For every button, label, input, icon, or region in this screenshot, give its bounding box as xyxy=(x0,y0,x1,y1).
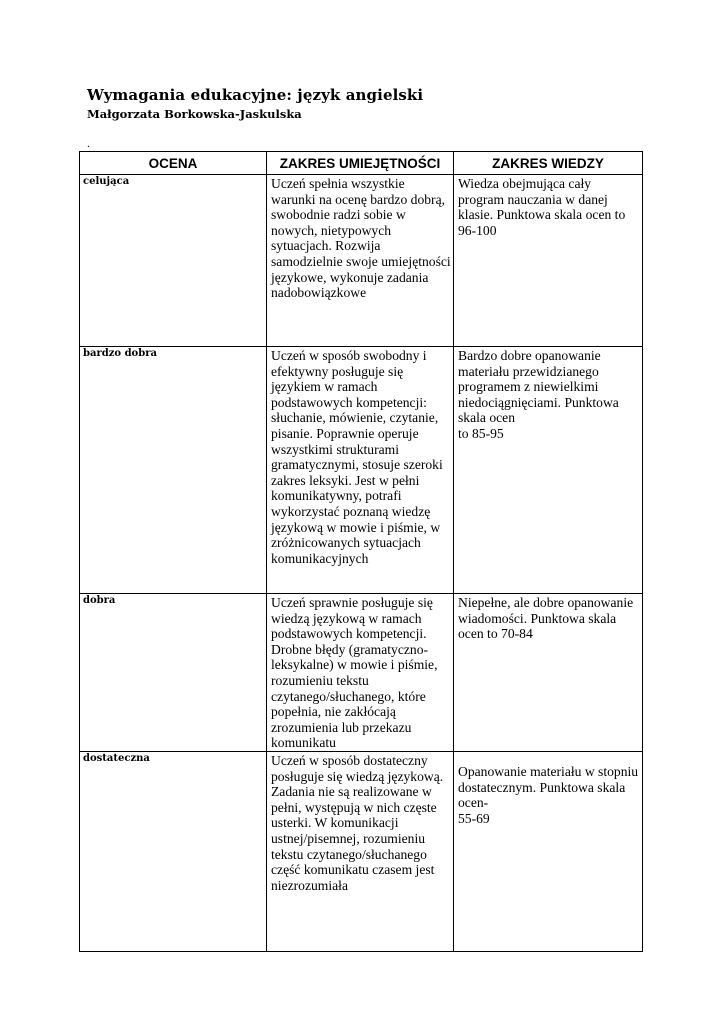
grade-label: celująca xyxy=(83,176,130,187)
skills-text: Uczeń sprawnie posługuje się wiedzą językową w ramach podstawowych kompetencji. Drobne błędy (gramatyczno-leksykalne) w mowie i piśmie, rozumieniu tekstu czytanego/słuchanego, które popełnia, nie zakłócają zrozumienia lub przekazu komunikatu xyxy=(271,595,438,751)
grade-cell xyxy=(80,751,267,951)
table-header-row xyxy=(80,152,643,175)
grade-label: dostateczna xyxy=(83,752,150,764)
table-row xyxy=(80,347,643,594)
grade-cell xyxy=(80,594,267,752)
knowledge-cell xyxy=(454,594,643,752)
knowledge-text: Niepełne, ale dobre opanowanie wiadomości. Punktowa skala ocen to 70-84 xyxy=(458,595,634,642)
skills-text: Uczeń spełnia wszystkie warunki na ocenę bardzo dobrą, swobodnie radzi sobie w nowych, nietypowych sytuacjach. Rozwija samodzielnie swoje umiejętności językowe, wykonuje zadania nadobowiązkowe xyxy=(271,176,451,301)
skills-text: Uczeń w sposób swobodny i efektywny posługuje się językiem w ramach podstawowych kompetencji: słuchanie, mówienie, czytanie, pisanie. Poprawnie operuje wszystkimi strukturami gramatycznymi, stosuje szeroki zakres leksyki. Jest w pełni komunikatywny, potrafi wykorzystać poznaną wiedzę językową w mowie i piśmie, w zróżnicowanych sytuacjach komunikacyjnych xyxy=(271,348,443,566)
knowledge-cell xyxy=(454,175,643,347)
skills-text: Uczeń w sposób dostateczny posługuje się wiedzą językową. Zadania nie są realizowane w pełni, występują w nich częste usterki. W komunikacji ustnej/pisemnej, rozumieniu tekstu czytanego/słuchanego część komunikatu czasem jest niezrozumiała xyxy=(271,752,444,893)
paragraph-marker: . xyxy=(87,136,90,150)
column-header-skills: ZAKRES UMIEJĘTNOŚCI xyxy=(267,152,454,175)
knowledge-text: Bardzo dobre opanowanie materiału przewidzianego programem z niewielkimi niedociągnięciami. Punktowa skala ocen to 85-95 xyxy=(458,348,619,441)
knowledge-cell xyxy=(454,347,643,594)
grade-label: dobra xyxy=(83,595,116,606)
skills-cell xyxy=(267,594,454,752)
knowledge-cell xyxy=(454,751,643,951)
skills-cell xyxy=(267,175,454,347)
author-name: Małgorzata Borkowska-Jaskulska xyxy=(87,107,302,121)
grade-cell xyxy=(80,175,267,347)
table-row xyxy=(80,594,643,752)
table-row xyxy=(80,175,643,347)
knowledge-text: Opanowanie materiału w stopniu dostatecznym. Punktowa skala ocen- 55-69 xyxy=(458,763,639,826)
knowledge-text: Wiedza obejmująca cały program nauczania w danej klasie. Punktowa skala ocen to 96-100 xyxy=(458,176,626,238)
column-header-grade: OCENA xyxy=(80,152,267,175)
column-header-knowledge: ZAKRES WIEDZY xyxy=(454,152,643,175)
page-title: Wymagania edukacyjne: język angielski xyxy=(87,86,424,104)
skills-cell xyxy=(267,347,454,594)
table-row xyxy=(80,751,643,951)
requirements-table xyxy=(79,151,643,952)
grade-label: bardzo dobra xyxy=(83,348,157,359)
skills-cell xyxy=(267,751,454,951)
grade-cell xyxy=(80,347,267,594)
